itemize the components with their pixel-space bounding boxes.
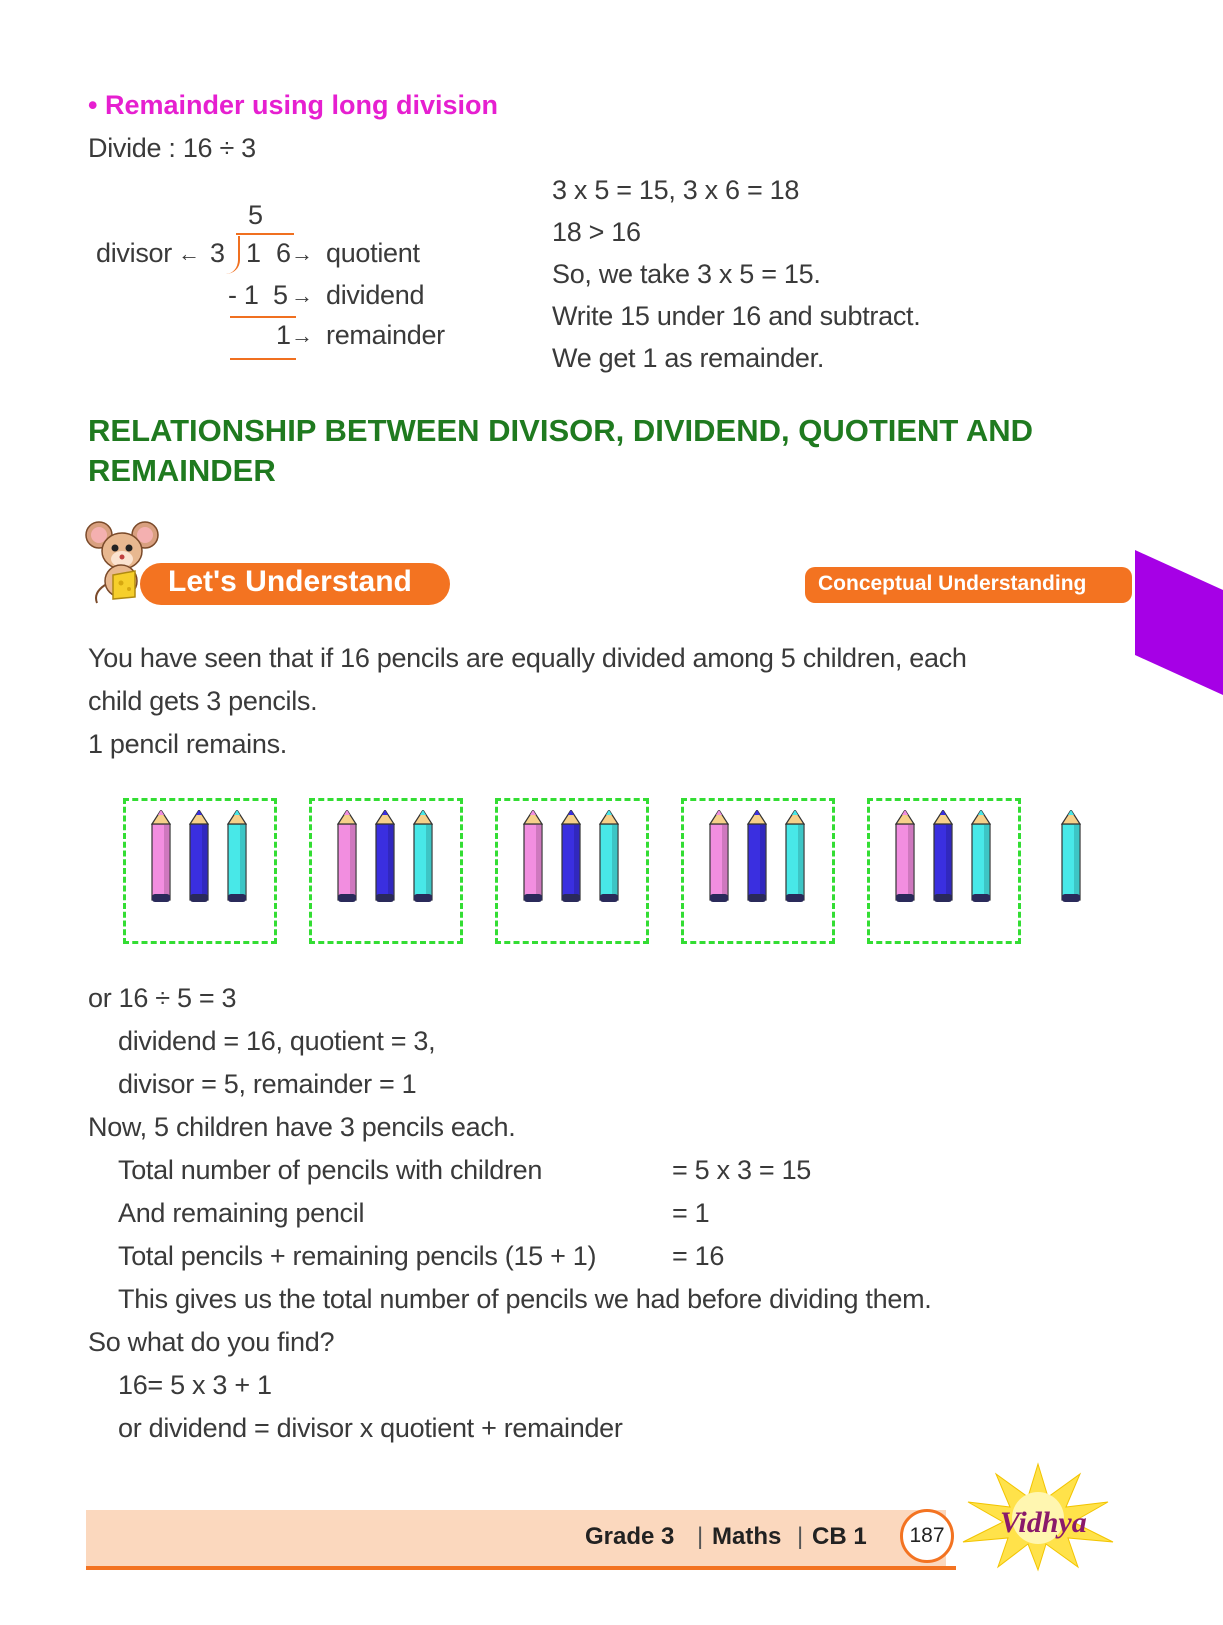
pencil-icon bbox=[748, 810, 766, 902]
dividend-digit-1: 1 bbox=[246, 238, 261, 268]
intro-line: 1 pencil remains. bbox=[88, 729, 287, 759]
mouse-mascot-icon bbox=[85, 515, 165, 605]
conceptual-understanding-label: Conceptual Understanding bbox=[818, 572, 1087, 595]
closing-line: or dividend = divisor x quotient + remainder bbox=[118, 1413, 623, 1443]
footer-separator: | bbox=[797, 1523, 804, 1550]
intro-line: child gets 3 pencils. bbox=[88, 686, 318, 716]
pencil-icon bbox=[972, 810, 990, 902]
pencil-icon bbox=[934, 810, 952, 902]
pencils-svg bbox=[0, 810, 1223, 920]
pencil-icon bbox=[562, 810, 580, 902]
division-bracket bbox=[226, 236, 240, 274]
total-label: Total number of pencils with children bbox=[118, 1155, 543, 1185]
pencil-icon bbox=[600, 810, 618, 902]
footer-grade: Grade 3 bbox=[585, 1523, 675, 1550]
subtraction-bar bbox=[230, 316, 296, 318]
pencil-icon bbox=[786, 810, 804, 902]
footer-separator: | bbox=[697, 1523, 704, 1550]
explanation-line: 18 > 16 bbox=[552, 217, 641, 247]
explanation-line: So, we take 3 x 5 = 15. bbox=[552, 259, 821, 289]
body-line: Now, 5 children have 3 pencils each. bbox=[88, 1112, 516, 1142]
pencil-icon bbox=[710, 810, 728, 902]
pencil-icon bbox=[1062, 810, 1080, 902]
right-arrow-icon: → bbox=[291, 283, 313, 308]
footer-underline bbox=[86, 1566, 956, 1570]
closing-line: 16= 5 x 3 + 1 bbox=[118, 1370, 272, 1400]
divisor-digit: 3 bbox=[210, 238, 225, 268]
svg-text:Vidhya: Vidhya bbox=[1000, 1506, 1087, 1539]
footer-subject: Maths bbox=[712, 1523, 782, 1550]
closing-line: So what do you find? bbox=[88, 1327, 335, 1357]
pencil-icon bbox=[338, 810, 356, 902]
subtraction-line: - 1 5 bbox=[228, 280, 288, 310]
left-arrow-icon: ← bbox=[178, 241, 200, 266]
subheading-remainder: • Remainder using long division bbox=[88, 90, 498, 120]
remainder-label: remainder bbox=[326, 320, 445, 350]
pencil-icon bbox=[228, 810, 246, 902]
total-label: Total pencils + remaining pencils (15 + 1) bbox=[118, 1241, 597, 1271]
intro-line: You have seen that if 16 pencils are equally divided among 5 children, each bbox=[88, 643, 967, 673]
divisor-label: divisor bbox=[96, 238, 172, 268]
dividend-digit-2: 6 bbox=[276, 238, 291, 268]
quotient-label: quotient bbox=[326, 238, 420, 268]
right-arrow-icon: → bbox=[291, 241, 313, 266]
section-heading: RELATIONSHIP BETWEEN DIVISOR, DIVIDEND, QUOTIENT AND REMAINDER bbox=[88, 413, 1033, 488]
vidhya-logo bbox=[958, 1462, 1118, 1572]
explanation-line: 3 x 5 = 15, 3 x 6 = 18 bbox=[552, 175, 800, 205]
divide-line: Divide : 16 ÷ 3 bbox=[88, 133, 256, 163]
footer-book: CB 1 bbox=[812, 1523, 867, 1550]
body-line: divisor = 5, remainder = 1 bbox=[118, 1069, 417, 1099]
pencil-icon bbox=[524, 810, 542, 902]
explanation-line: We get 1 as remainder. bbox=[552, 343, 825, 373]
body-line: dividend = 16, quotient = 3, bbox=[118, 1026, 436, 1056]
remainder-digit: 1 bbox=[276, 320, 291, 350]
closing-line: This gives us the total number of pencils we had before dividing them. bbox=[118, 1284, 932, 1314]
pencil-icon bbox=[414, 810, 432, 902]
pencil-icon bbox=[152, 810, 170, 902]
pencil-icon bbox=[190, 810, 208, 902]
chapter-tab bbox=[1135, 550, 1223, 695]
total-label: And remaining pencil bbox=[118, 1198, 365, 1228]
pencil-icon bbox=[896, 810, 914, 902]
division-bar bbox=[236, 233, 294, 235]
page-number: 187 bbox=[909, 1524, 945, 1547]
lets-understand-label: Let's Understand bbox=[168, 565, 412, 598]
quotient-digit: 5 bbox=[248, 200, 263, 230]
pencil-icon bbox=[376, 810, 394, 902]
total-value: = 16 bbox=[672, 1241, 725, 1271]
total-value: = 5 x 3 = 15 bbox=[672, 1155, 812, 1185]
remainder-bar bbox=[230, 358, 296, 360]
body-line: or 16 ÷ 5 = 3 bbox=[88, 983, 237, 1013]
total-value: = 1 bbox=[672, 1198, 710, 1228]
right-arrow-icon: → bbox=[291, 323, 313, 348]
explanation-line: Write 15 under 16 and subtract. bbox=[552, 301, 921, 331]
dividend-label: dividend bbox=[326, 280, 425, 310]
